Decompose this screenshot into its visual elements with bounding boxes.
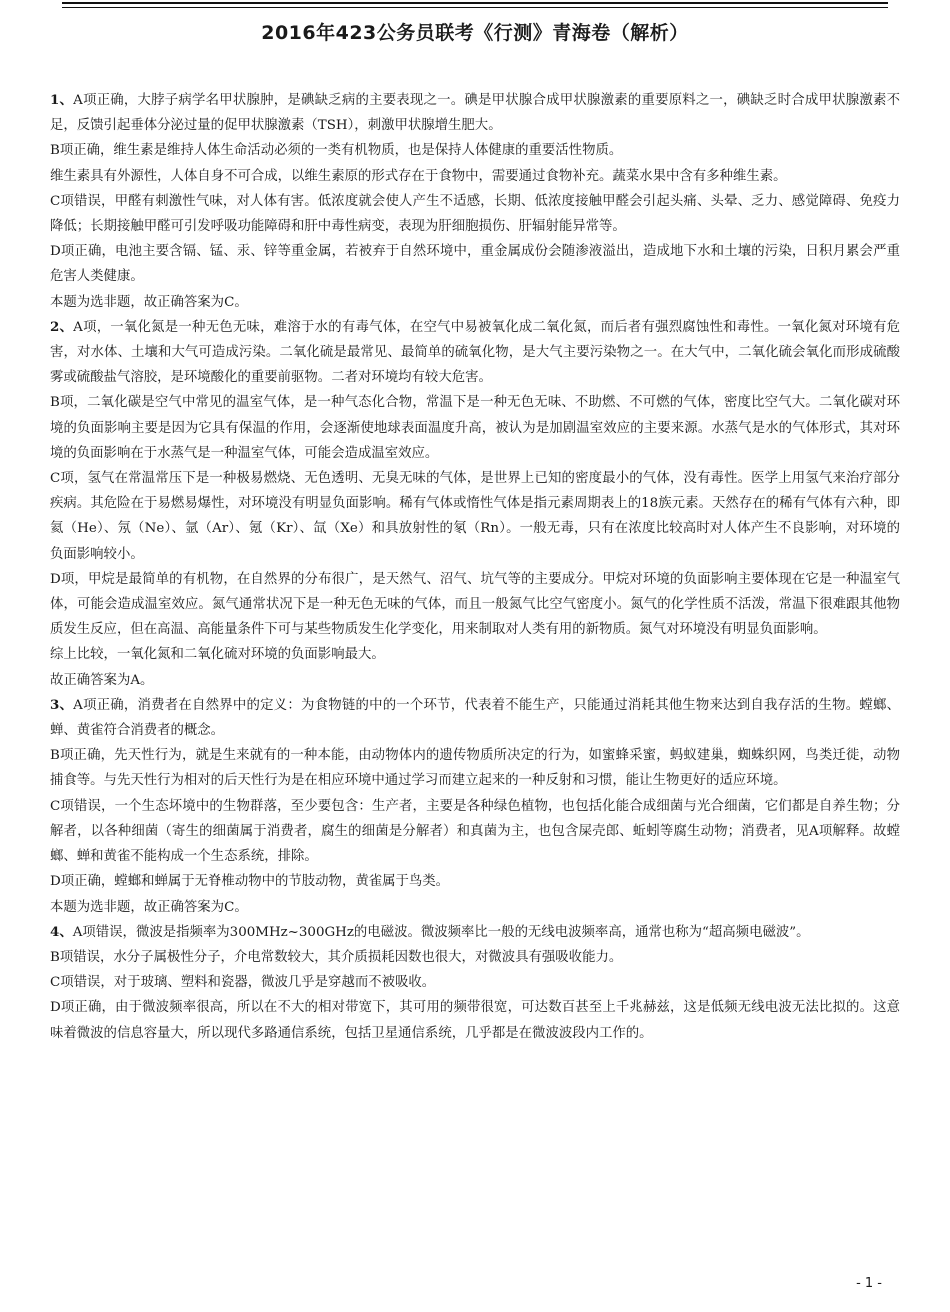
question-number: 1、 bbox=[50, 92, 74, 108]
paragraph-text: D项正确，电池主要含镉、锰、汞、锌等重金属，若被弃于自然环境中，重金属成份会随渗液溢出，造成地下水和土壤的污染，日积月累会严重危害人类健康。 bbox=[50, 244, 900, 285]
paragraph bbox=[50, 895, 900, 920]
paragraph-text: A项，一氧化氮是一种无色无味，难溶于水的有毒气体，在空气中易被氧化成二氧化氮，而后者有强烈腐蚀性和毒性。一氧化氮对环境有危害，对水体、土壤和大气可造成污染。二氧化硫是最常见、最简单的硫氧化物，是大气主要污染物之一。在大气中，二氧化硫会氧化而形成硫酸雾或硫酸盐气溶胶，是环境酸化的重要前驱物。二者对环境均有较大危害。 bbox=[50, 319, 900, 386]
question-number: 4、 bbox=[50, 923, 73, 940]
paragraph-text: C项错误，对于玻璃、塑料和瓷器，微波几乎是穿越而不被吸收。 bbox=[50, 975, 436, 991]
paragraph-text: B项正确，维生素是维持人体生命活动必须的一类有机物质，也是保持人体健康的重要活性物质。 bbox=[50, 143, 623, 159]
paragraph-text: A项正确，消费者在自然界中的定义：为食物链的中的一个环节，代表着不能生产，只能通过消耗其他生物来达到自我存活的生物。螳螂、蝉、黄雀符合消费者的概念。 bbox=[50, 697, 900, 739]
document-body bbox=[50, 88, 900, 1046]
paragraph bbox=[50, 920, 900, 945]
paragraph bbox=[50, 995, 900, 1045]
paragraph-text: B项，二氧化碳是空气中常见的温室气体，是一种气态化合物，常温下是一种无色无味、不助燃、不可燃的气体，密度比空气大。二氧化碳对环境的负面影响主要是因为它具有保温的作用，会逐渐使地球表面温度升高，被认为是加剧温室效应的主要来源。水蒸气是水的气体形式，其对环境的负面影响在于水蒸气是一种温室气体，可能会造成温室效应。 bbox=[50, 395, 900, 461]
paragraph bbox=[50, 794, 900, 870]
paragraph bbox=[50, 668, 900, 693]
paragraph-text: D项正确，螳螂和蝉属于无脊椎动物中的节肢动物，黄雀属于鸟类。 bbox=[50, 874, 450, 890]
paragraph-text: 故正确答案为A。 bbox=[50, 672, 154, 688]
paragraph-text: A项正确，大脖子病学名甲状腺肿，是碘缺乏病的主要表现之一。碘是甲状腺合成甲状腺激素的重要原料之一，碘缺乏时合成甲状腺激素不足，反馈引起垂体分泌过量的促甲状腺激素（TSH），刺激甲状腺增生肥大。 bbox=[50, 93, 900, 134]
question-number: 3、 bbox=[50, 696, 74, 713]
top-rule bbox=[62, 2, 888, 8]
paragraph bbox=[50, 869, 900, 894]
paragraph bbox=[50, 138, 900, 163]
page-number: - 1 - bbox=[856, 1276, 882, 1291]
paragraph bbox=[50, 315, 900, 391]
paragraph bbox=[50, 390, 900, 466]
paragraph bbox=[50, 290, 900, 315]
paragraph bbox=[50, 945, 900, 970]
paragraph-text: A项错误，微波是指频率为300MHz~300GHz的电磁波。微波频率比一般的无线电波频率高，通常也称为“超高频电磁波”。 bbox=[72, 924, 810, 940]
paragraph bbox=[50, 970, 900, 995]
paragraph bbox=[50, 693, 900, 743]
paragraph-text: C项错误，一个生态坏境中的生物群落，至少要包含：生产者，主要是各种绿色植物，也包括化能合成细菌与光合细菌，它们都是自养生物；分解者，以各种细菌（寄生的细菌属于消费者，腐生的细菌是分解者）和真菌为主，也包含屎壳郎、蚯蚓等腐生动物；消费者，见A项解释。故螳螂、蝉和黄雀不能构成一个生态系统，排除。 bbox=[50, 798, 900, 865]
paragraph bbox=[50, 466, 900, 567]
question-number: 2、 bbox=[50, 318, 74, 335]
paragraph bbox=[50, 164, 900, 189]
paragraph-text: 本题为选非题，故正确答案为C。 bbox=[50, 294, 248, 310]
paragraph-text: D项，甲烷是最简单的有机物，在自然界的分布很广，是天然气、沼气、坑气等的主要成分。甲烷对环境的负面影响主要体现在它是一种温室气体，可能会造成温室效应。氮气通常状况下是一种无色无味的气体，而且一般氮气比空气密度小。氮气的化学性质不活泼，常温下很难跟其他物质发生反应，但在高温、高能量条件下可与某些物质发生化学变化，用来制取对人类有用的新物质。氮气对环境没有明显负面影响。 bbox=[50, 571, 900, 638]
paragraph-text: D项正确，由于微波频率很高，所以在不大的相对带宽下，其可用的频带很宽，可达数百甚至上千兆赫兹，这是低频无线电波无法比拟的。这意味着微波的信息容量大，所以现代多路通信系统，包括卫星通信系统，几乎都是在微波波段内工作的。 bbox=[50, 1000, 900, 1041]
paragraph bbox=[50, 567, 900, 643]
paragraph-text: C项错误，甲醛有刺激性气味，对人体有害。低浓度就会使人产生不适感，长期、低浓度接触甲醛会引起头痛、头晕、乏力、感觉障碍、免疫力降低；长期接触甲醛可引发呼吸功能障碍和肝中毒性病变，表现为肝细胞损伤、肝辐射能异常等。 bbox=[50, 193, 900, 235]
paragraph-text: 综上比较，一氧化氮和二氧化硫对环境的负面影响最大。 bbox=[50, 647, 385, 663]
paragraph-text: B项正确，先天性行为，就是生来就有的一种本能，由动物体内的遗传物质所决定的行为，如蜜蜂采蜜，蚂蚁建巢，蜘蛛织网，鸟类迁徙，动物捕食等。与先天性行为相对的后天性行为是在相应环境中通过学习而建立起来的一种反射和习惯，能让生物更好的适应环境。 bbox=[50, 748, 900, 789]
paragraph bbox=[50, 88, 900, 138]
paragraph-text: B项错误，水分子属极性分子，介电常数较大，其介质损耗因数也很大，对微波具有强吸收能力。 bbox=[50, 949, 623, 965]
paragraph bbox=[50, 189, 900, 239]
paragraph bbox=[50, 642, 900, 667]
document-title: 2016年423公务员联考《行测》青海卷（解析） bbox=[261, 22, 689, 44]
paragraph-text: 本题为选非题，故正确答案为C。 bbox=[50, 899, 248, 915]
paragraph-text: 维生素具有外源性，人体自身不可合成，以维生素原的形式存在于食物中，需要通过食物补充。蔬菜水果中含有多种维生素。 bbox=[50, 168, 787, 184]
paragraph-text: C项，氢气在常温常压下是一种极易燃烧、无色透明、无臭无味的气体，是世界上已知的密度最小的气体，没有毒性。医学上用氢气来治疗部分疾病。其危险在于易燃易爆性，对环境没有明显负面影响。稀有气体或惰性气体是指元素周期表上的18族元素。天然存在的稀有气体有六种，即氦（He）、氖（Ne）、氩（Ar）、氪（Kr）、氙（Xe）和具放射性的氡（Rn）。一般无毒，只有在浓度比较高时对人体产生不良影响，对环境的负面影响较小。 bbox=[50, 471, 900, 562]
paragraph bbox=[50, 743, 900, 793]
paragraph bbox=[50, 239, 900, 289]
